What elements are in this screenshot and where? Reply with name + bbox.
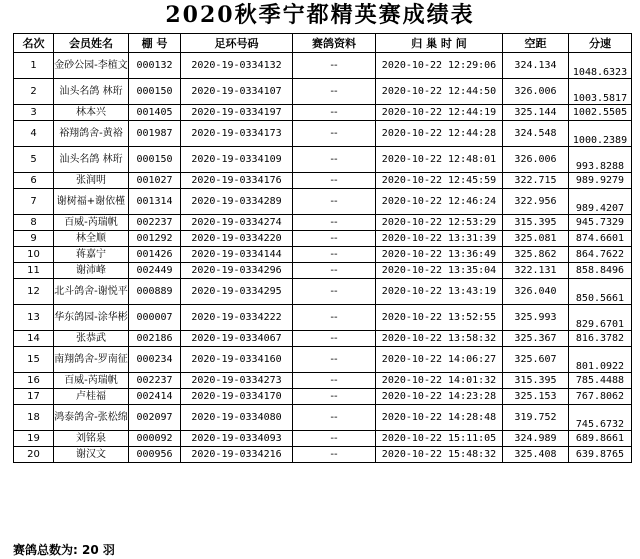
speed-cell: 989.4207 [569,189,632,215]
col-header-distance: 空距 [503,34,569,53]
distance-cell: 325.153 [503,389,569,405]
speed-cell: 993.8288 [569,147,632,173]
loft-number-cell: 000007 [129,305,181,331]
rank-cell: 3 [14,105,54,121]
pigeon-info-cell: -- [293,231,376,247]
rank-cell: 9 [14,231,54,247]
ring-number-cell: 2020-19-0334107 [181,79,293,105]
distance-cell: 319.752 [503,405,569,431]
loft-number-cell: 001292 [129,231,181,247]
rank-cell: 8 [14,215,54,231]
ring-number-cell: 2020-19-0334160 [181,347,293,373]
member-name-cell: 南翔鸽舍-罗南征 [54,347,129,373]
distance-cell: 326.006 [503,79,569,105]
table-row [14,331,632,347]
ring-number-cell: 2020-19-0334132 [181,53,293,79]
rank-cell: 17 [14,389,54,405]
loft-number-cell: 000956 [129,447,181,463]
rank-cell: 13 [14,305,54,331]
speed-cell: 639.8765 [569,447,632,463]
table-row [14,231,632,247]
ring-number-cell: 2020-19-0334296 [181,263,293,279]
distance-cell: 325.607 [503,347,569,373]
speed-cell: 785.4488 [569,373,632,389]
speed-cell: 767.8062 [569,389,632,405]
member-name-cell: 汕头名鸽 林珩 [54,79,129,105]
total-count: 赛鸽总数为: 20 羽 [13,543,115,557]
speed-cell: 858.8496 [569,263,632,279]
arrival-time-cell: 2020-10-22 12:44:19 [376,105,503,121]
member-name-cell: 北斗鸽舍-谢悦平 [54,279,129,305]
distance-cell: 322.131 [503,263,569,279]
ring-number-cell: 2020-19-0334295 [181,279,293,305]
rank-cell: 10 [14,247,54,263]
table-row [14,147,632,173]
ring-number-cell: 2020-19-0334273 [181,373,293,389]
page-title: 2020秋季宁都精英赛成绩表 [165,2,475,28]
speed-cell: 1003.5817 [569,79,632,105]
table-row [14,305,632,331]
pigeon-info-cell: -- [293,373,376,389]
header-row [14,34,632,53]
pigeon-info-cell: -- [293,347,376,373]
rank-cell: 7 [14,189,54,215]
table-row [14,263,632,279]
pigeon-info-cell: -- [293,305,376,331]
col-header-loft-number: 棚 号 [129,34,181,53]
loft-number-cell: 002097 [129,405,181,431]
rank-cell: 14 [14,331,54,347]
rank-cell: 11 [14,263,54,279]
arrival-time-cell: 2020-10-22 14:23:28 [376,389,503,405]
pigeon-info-cell: -- [293,173,376,189]
loft-number-cell: 002237 [129,373,181,389]
rank-cell: 20 [14,447,54,463]
distance-cell: 315.395 [503,215,569,231]
results-table [13,33,632,463]
arrival-time-cell: 2020-10-22 12:29:06 [376,53,503,79]
pigeon-info-cell: -- [293,389,376,405]
member-name-cell: 华东鸽园-涂华彬 [54,305,129,331]
pigeon-info-cell: -- [293,105,376,121]
table-row [14,53,632,79]
speed-cell: 816.3782 [569,331,632,347]
arrival-time-cell: 2020-10-22 13:43:19 [376,279,503,305]
member-name-cell: 鸿泰鸽舍-张松绵 [54,405,129,431]
pigeon-info-cell: -- [293,431,376,447]
ring-number-cell: 2020-19-0334067 [181,331,293,347]
ring-number-cell: 2020-19-0334080 [181,405,293,431]
speed-cell: 1000.2389 [569,121,632,147]
loft-number-cell: 001426 [129,247,181,263]
distance-cell: 325.144 [503,105,569,121]
distance-cell: 325.408 [503,447,569,463]
table-row [14,121,632,147]
speed-cell: 850.5661 [569,279,632,305]
ring-number-cell: 2020-19-0334197 [181,105,293,121]
speed-cell: 1048.6323 [569,53,632,79]
member-name-cell: 金砂公园-李植文 [54,53,129,79]
table-row [14,431,632,447]
arrival-time-cell: 2020-10-22 12:53:29 [376,215,503,231]
speed-cell: 864.7622 [569,247,632,263]
loft-number-cell: 000150 [129,147,181,173]
table-row [14,405,632,431]
member-name-cell: 卢桂福 [54,389,129,405]
ring-number-cell: 2020-19-0334093 [181,431,293,447]
pigeon-info-cell: -- [293,147,376,173]
arrival-time-cell: 2020-10-22 13:52:55 [376,305,503,331]
ring-number-cell: 2020-19-0334144 [181,247,293,263]
member-name-cell: 林本兴 [54,105,129,121]
arrival-time-cell: 2020-10-22 13:35:04 [376,263,503,279]
arrival-time-cell: 2020-10-22 13:31:39 [376,231,503,247]
distance-cell: 326.040 [503,279,569,305]
member-name-cell: 谢沛峰 [54,263,129,279]
col-header-pigeon-info: 赛鸽资料 [293,34,376,53]
pigeon-info-cell: -- [293,215,376,231]
arrival-time-cell: 2020-10-22 12:44:28 [376,121,503,147]
member-name-cell: 谢汉文 [54,447,129,463]
loft-number-cell: 001314 [129,189,181,215]
col-header-arrival-time: 归 巢 时 间 [376,34,503,53]
member-name-cell: 百威-芮瑞帆 [54,215,129,231]
speed-cell: 801.0922 [569,347,632,373]
distance-cell: 324.548 [503,121,569,147]
table-row [14,79,632,105]
arrival-time-cell: 2020-10-22 13:36:49 [376,247,503,263]
distance-cell: 325.367 [503,331,569,347]
ring-number-cell: 2020-19-0334274 [181,215,293,231]
rank-cell: 19 [14,431,54,447]
arrival-time-cell: 2020-10-22 15:11:05 [376,431,503,447]
member-name-cell: 百威-芮瑞帆 [54,373,129,389]
rank-cell: 16 [14,373,54,389]
col-header-rank: 名次 [14,34,54,53]
pigeon-info-cell: -- [293,79,376,105]
distance-cell: 325.993 [503,305,569,331]
speed-cell: 745.6732 [569,405,632,431]
ring-number-cell: 2020-19-0334173 [181,121,293,147]
ring-number-cell: 2020-19-0334109 [181,147,293,173]
table-row [14,189,632,215]
table-row [14,173,632,189]
ring-number-cell: 2020-19-0334289 [181,189,293,215]
distance-cell: 325.862 [503,247,569,263]
loft-number-cell: 001987 [129,121,181,147]
rank-cell: 2 [14,79,54,105]
speed-cell: 945.7329 [569,215,632,231]
rank-cell: 18 [14,405,54,431]
loft-number-cell: 002449 [129,263,181,279]
pigeon-info-cell: -- [293,263,376,279]
pigeon-info-cell: -- [293,189,376,215]
pigeon-info-cell: -- [293,53,376,79]
arrival-time-cell: 2020-10-22 14:01:32 [376,373,503,389]
distance-cell: 325.081 [503,231,569,247]
speed-cell: 874.6601 [569,231,632,247]
member-name-cell: 蒋嘉宁 [54,247,129,263]
speed-cell: 1002.5505 [569,105,632,121]
rank-cell: 4 [14,121,54,147]
loft-number-cell: 002414 [129,389,181,405]
member-name-cell: 谢树福+谢依槿 [54,189,129,215]
ring-number-cell: 2020-19-0334216 [181,447,293,463]
loft-number-cell: 000092 [129,431,181,447]
speed-cell: 989.9279 [569,173,632,189]
member-name-cell: 裕翔鸽舍-黄裕 [54,121,129,147]
rank-cell: 1 [14,53,54,79]
member-name-cell: 林全顺 [54,231,129,247]
results-body [14,53,632,463]
distance-cell: 324.134 [503,53,569,79]
col-header-ring-number: 足环号码 [181,34,293,53]
arrival-time-cell: 2020-10-22 15:48:32 [376,447,503,463]
distance-cell: 322.956 [503,189,569,215]
loft-number-cell: 000234 [129,347,181,373]
ring-number-cell: 2020-19-0334176 [181,173,293,189]
rank-cell: 15 [14,347,54,373]
loft-number-cell: 001405 [129,105,181,121]
distance-cell: 322.715 [503,173,569,189]
distance-cell: 324.989 [503,431,569,447]
loft-number-cell: 002237 [129,215,181,231]
distance-cell: 315.395 [503,373,569,389]
pigeon-info-cell: -- [293,331,376,347]
loft-number-cell: 001027 [129,173,181,189]
loft-number-cell: 000889 [129,279,181,305]
rank-cell: 12 [14,279,54,305]
speed-cell: 829.6701 [569,305,632,331]
table-row [14,105,632,121]
pigeon-info-cell: -- [293,447,376,463]
table-row [14,347,632,373]
rank-cell: 5 [14,147,54,173]
arrival-time-cell: 2020-10-22 12:44:50 [376,79,503,105]
table-row [14,447,632,463]
table-row [14,247,632,263]
table-row [14,215,632,231]
col-header-speed: 分速 [569,34,632,53]
ring-number-cell: 2020-19-0334170 [181,389,293,405]
member-name-cell: 张恭武 [54,331,129,347]
arrival-time-cell: 2020-10-22 14:06:27 [376,347,503,373]
pigeon-info-cell: -- [293,405,376,431]
arrival-time-cell: 2020-10-22 12:46:24 [376,189,503,215]
table-row [14,389,632,405]
pigeon-info-cell: -- [293,247,376,263]
arrival-time-cell: 2020-10-22 12:45:59 [376,173,503,189]
table-row [14,279,632,305]
member-name-cell: 汕头名鸽 林珩 [54,147,129,173]
arrival-time-cell: 2020-10-22 13:58:32 [376,331,503,347]
ring-number-cell: 2020-19-0334220 [181,231,293,247]
pigeon-info-cell: -- [293,121,376,147]
ring-number-cell: 2020-19-0334222 [181,305,293,331]
rank-cell: 6 [14,173,54,189]
pigeon-info-cell: -- [293,279,376,305]
table-row [14,373,632,389]
arrival-time-cell: 2020-10-22 14:28:48 [376,405,503,431]
speed-cell: 689.8661 [569,431,632,447]
member-name-cell: 刘铭泉 [54,431,129,447]
loft-number-cell: 000132 [129,53,181,79]
distance-cell: 326.006 [503,147,569,173]
arrival-time-cell: 2020-10-22 12:48:01 [376,147,503,173]
loft-number-cell: 002186 [129,331,181,347]
member-name-cell: 张润明 [54,173,129,189]
col-header-member-name: 会员姓名 [54,34,129,53]
loft-number-cell: 000150 [129,79,181,105]
